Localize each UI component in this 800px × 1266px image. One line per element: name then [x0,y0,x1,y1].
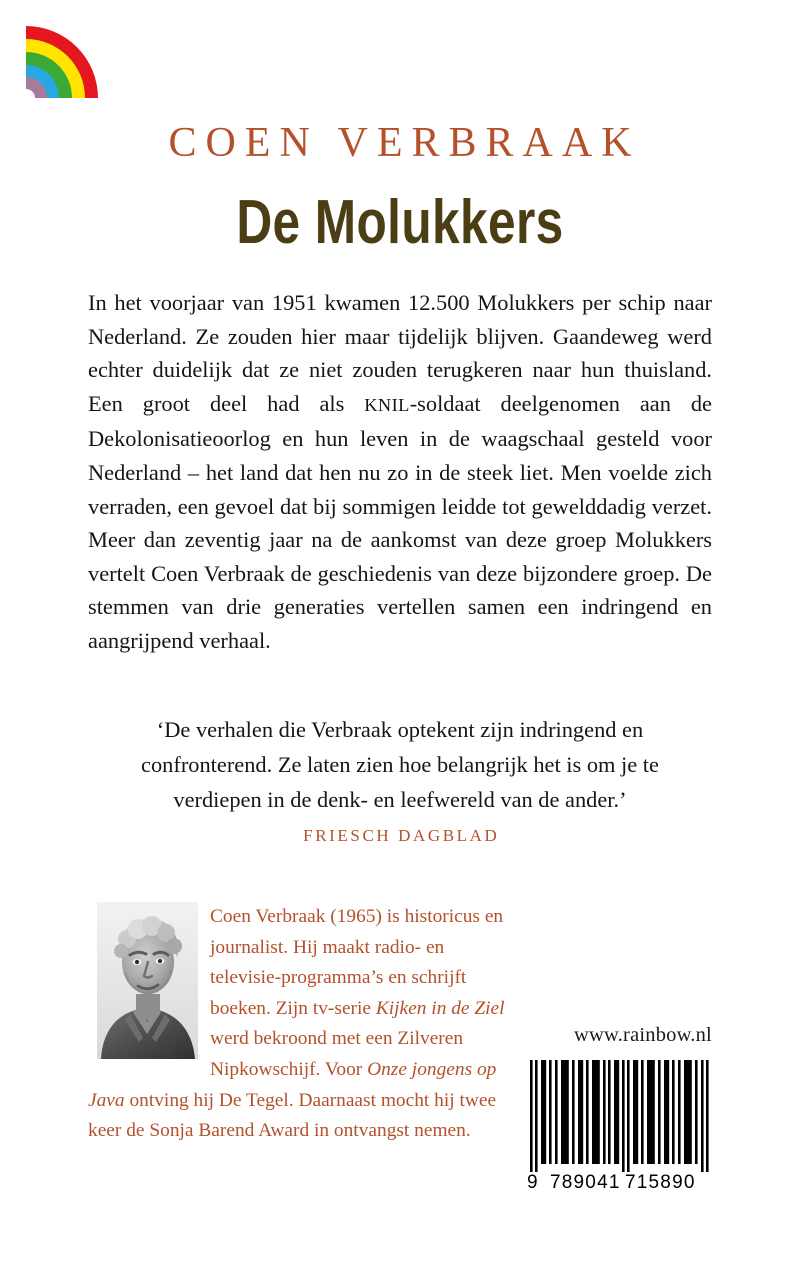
bio-segment-2: werd bekroond met een Zilveren Nipkowschijf. Voor [210,1028,464,1080]
author-name: COEN VERBRAAK [168,120,641,166]
bio-title-onze-jongens-op-java: Onze jongens op Java [88,1058,497,1111]
barcode-right-group: 715890 [625,1172,696,1193]
book-title: De Molukkers [236,188,564,257]
barcode-lead-digit: 9 [527,1172,539,1193]
bio-photo-spacer [88,902,210,1060]
blurb-part-2: -soldaat deelgenomen aan de Dekolonisatieoorlog en hun leven in de waagschaal gesteld voor Nederland – het land dat hen nu zo in de steek liet. Men voelde zich verraden, een gevoel dat bij sommigen leidde tot gewelddadig verzet. Meer dan zeventig jaar na de aankomst van deze groep Molukkers vertelt Coen Verbraak de geschiedenis van deze bijzondere groep. De stemmen van drie generaties vertellen samen een indringend en aangrijpend verhaal. [88,390,712,653]
barcode [528,1060,713,1196]
barcode-bars [528,1060,713,1172]
blurb-part-1: In het voorjaar van 1951 kwamen 12.500 Molukkers per schip naar Nederland. Ze zouden hier maar tijdelijk blijven. Gaandeweg werd echter duidelijk dat ze niet zouden terugkeren naar hun thuisland. Een groot deel had als [88,290,712,416]
bio-segment-1: Coen Verbraak (1965) is historicus en journalist. Hij maakt radio- en televisie-programma’s en schrijft boeken. Zijn tv-serie [210,906,504,1019]
barcode-left-group: 789041 [550,1172,621,1193]
rainbow-logo [26,26,98,98]
blurb-smallcaps-knil: KNIL [364,394,410,415]
review-quote: ‘De verhalen die Verbraak optekent zijn indringend en confronterend. Ze laten zien hoe belangrijk het is om je te verdiepen in de denk- en leefwereld van de ander.’ [141,717,659,812]
publisher-website: www.rainbow.nl [574,1024,712,1046]
bio-title-kijken-in-de-ziel: Kijken in de Ziel [375,997,505,1019]
bio-segment-3: ontving hij De Tegel. Daarnaast mocht hij twee keer de Sonja Barend Award in ontvangst nemen. [88,1089,497,1142]
back-cover-blurb [88,286,712,658]
barcode-digits [528,1172,713,1196]
author-bio [88,902,512,1147]
review-source: FRIESCH DAGBLAD [303,826,500,845]
